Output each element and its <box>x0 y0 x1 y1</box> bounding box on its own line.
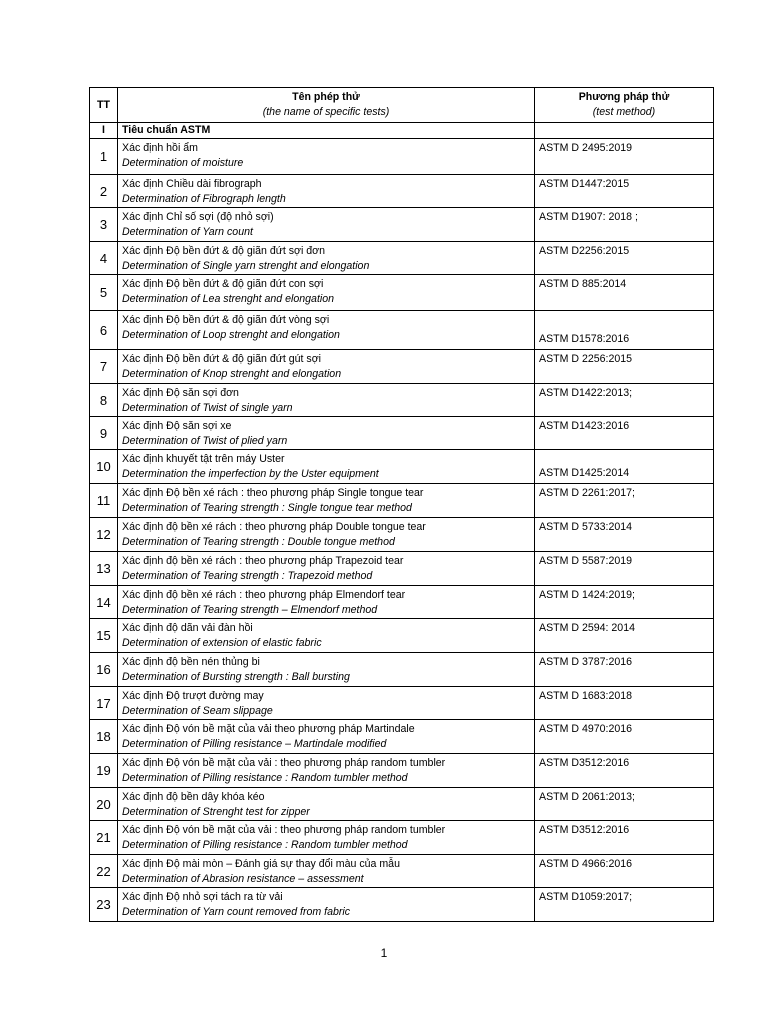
test-name-en: Determination of Twist of single yarn <box>122 402 293 414</box>
section-row <box>90 123 714 139</box>
test-name-cell <box>118 275 535 311</box>
header-name-en: (the name of specific tests) <box>262 106 390 118</box>
test-name-cell <box>118 450 535 484</box>
table-row <box>90 139 714 175</box>
row-number: 1 <box>90 139 118 175</box>
test-name-en: Determination of Loop strenght and elongation <box>122 329 340 341</box>
table-row <box>90 653 714 687</box>
test-name-vi: Xác định Độ bền đứt & độ giãn đứt sợi đơn <box>122 245 325 257</box>
test-name-cell <box>118 619 535 653</box>
section-title: Tiêu chuẩn ASTM <box>118 123 535 139</box>
header-name-vi: Tên phép thử <box>292 91 360 103</box>
row-number: 17 <box>90 687 118 720</box>
test-name-cell <box>118 788 535 821</box>
test-name-vi: Xác định Độ mài mòn – Đánh giá sự thay đổi màu của mẫu <box>122 858 400 870</box>
row-number: 3 <box>90 208 118 242</box>
test-name-en: Determination of Tearing strength : Double tongue method <box>122 536 395 548</box>
table-row <box>90 720 714 754</box>
test-name-cell <box>118 484 535 518</box>
header-method-vi: Phương pháp thử <box>578 91 670 103</box>
section-empty-cell <box>535 123 714 139</box>
test-method-cell <box>535 855 714 888</box>
table-row <box>90 619 714 653</box>
test-name-vi: Xác định Độ vón bề mặt của vải : theo phương pháp random tumbler <box>122 824 446 836</box>
test-name-en: Determination of Tearing strength : Trapezoid method <box>122 570 373 582</box>
row-number: 23 <box>90 888 118 922</box>
table-row <box>90 821 714 855</box>
test-name-cell <box>118 720 535 754</box>
test-method-cell <box>535 518 714 552</box>
test-method-code: ASTM D 1424:2019; <box>539 589 635 601</box>
test-method-code: ASTM D1447:2015 <box>539 178 630 190</box>
test-name-cell <box>118 242 535 275</box>
test-method-cell <box>535 619 714 653</box>
test-method-code: ASTM D1422:2013; <box>539 387 633 399</box>
test-method-code: ASTM D1059:2017; <box>539 891 633 903</box>
test-method-code: ASTM D 3787:2016 <box>539 656 633 668</box>
row-number: 10 <box>90 450 118 484</box>
test-method-cell <box>535 450 714 484</box>
table-row <box>90 552 714 586</box>
test-name-en: Determination of Pilling resistance – Martindale modified <box>122 738 387 750</box>
test-name-en: Determination of Tearing strength – Elmendorf method <box>122 604 378 616</box>
test-name-en: Determination the imperfection by the Uster equipment <box>122 468 379 480</box>
test-name-cell <box>118 139 535 175</box>
row-number: 9 <box>90 417 118 450</box>
test-method-cell <box>535 275 714 311</box>
test-name-en: Determination of extension of elastic fabric <box>122 637 322 649</box>
test-name-cell <box>118 417 535 450</box>
table-row <box>90 175 714 208</box>
table-row <box>90 417 714 450</box>
table-row <box>90 687 714 720</box>
test-method-code: ASTM D 2594: 2014 <box>539 622 635 634</box>
test-name-vi: Xác định Độ vón bề mặt của vải : theo phương pháp random tumbler <box>122 757 446 769</box>
table-row <box>90 586 714 619</box>
header-tt <box>90 88 118 123</box>
test-method-cell <box>535 552 714 586</box>
test-name-en: Determination of Lea strenght and elongation <box>122 293 335 305</box>
test-method-code: ASTM D1907: 2018 ; <box>539 211 638 223</box>
test-name-vi: Xác định khuyết tật trên máy Uster <box>122 453 285 465</box>
test-name-cell <box>118 518 535 552</box>
header-test-method <box>535 88 714 123</box>
test-name-cell <box>118 175 535 208</box>
table-row <box>90 384 714 417</box>
row-number: 12 <box>90 518 118 552</box>
test-name-vi: Xác định Độ nhỏ sợi tách ra từ vải <box>122 891 283 903</box>
page-number: 1 <box>380 946 388 960</box>
row-number: 7 <box>90 350 118 384</box>
test-method-cell <box>535 384 714 417</box>
table-row <box>90 275 714 311</box>
test-method-cell <box>535 687 714 720</box>
test-name-cell <box>118 821 535 855</box>
test-name-vi: Xác định Độ săn sợi xe <box>122 420 232 432</box>
test-method-cell <box>535 242 714 275</box>
row-number: 5 <box>90 275 118 311</box>
test-method-code: ASTM D 5587:2019 <box>539 555 633 567</box>
test-method-code: ASTM D 2256:2015 <box>539 353 633 365</box>
test-name-en: Determination of Yarn count <box>122 226 253 238</box>
test-method-code: ASTM D 885:2014 <box>539 278 627 290</box>
table-row <box>90 450 714 484</box>
test-name-vi: Xác định Chiều dài fibrograph <box>122 178 262 190</box>
table-row <box>90 855 714 888</box>
test-name-en: Determination of Seam slippage <box>122 705 273 717</box>
table-header-row <box>90 88 714 123</box>
test-method-code: ASTM D 4970:2016 <box>539 723 633 735</box>
table-row <box>90 788 714 821</box>
test-name-en: Determination of Knop strenght and elongation <box>122 368 342 380</box>
test-name-en: Determination of Strenght test for zipper <box>122 806 310 818</box>
test-name-cell <box>118 754 535 788</box>
test-method-cell <box>535 586 714 619</box>
test-method-code: ASTM D 5733:2014 <box>539 521 633 533</box>
row-number: 4 <box>90 242 118 275</box>
row-number: 13 <box>90 552 118 586</box>
test-method-cell <box>535 653 714 687</box>
section-number: I <box>90 123 118 139</box>
test-name-cell <box>118 350 535 384</box>
test-name-vi: Xác định độ dãn vải đàn hồi <box>122 622 253 634</box>
test-name-cell <box>118 687 535 720</box>
test-name-en: Determination of Twist of plied yarn <box>122 435 288 447</box>
test-method-cell <box>535 484 714 518</box>
test-name-vi: Xác định Độ bền xé rách : theo phương pháp Single tongue tear <box>122 487 424 499</box>
row-number: 2 <box>90 175 118 208</box>
test-method-code: ASTM D1423:2016 <box>539 420 630 432</box>
test-name-vi: Xác định Độ bền đứt & độ giãn đứt vòng sợi <box>122 314 330 326</box>
test-method-code: ASTM D3512:2016 <box>539 757 630 769</box>
row-number: 6 <box>90 311 118 350</box>
test-method-cell <box>535 754 714 788</box>
test-method-code: ASTM D2256:2015 <box>539 245 630 257</box>
row-number: 8 <box>90 384 118 417</box>
test-method-cell <box>535 417 714 450</box>
test-name-vi: Xác định độ bền xé rách : theo phương pháp Trapezoid tear <box>122 555 404 567</box>
test-method-code: ASTM D1578:2016 <box>539 333 630 345</box>
table-row <box>90 754 714 788</box>
test-name-vi: Xác định Chỉ số sợi (độ nhỏ sợi) <box>122 211 274 223</box>
test-name-en: Determination of Bursting strength : Ball bursting <box>122 671 350 683</box>
test-method-cell <box>535 208 714 242</box>
test-name-en: Determination of Single yarn strenght and elongation <box>122 260 370 272</box>
table-row <box>90 518 714 552</box>
row-number: 11 <box>90 484 118 518</box>
test-method-cell <box>535 175 714 208</box>
test-name-en: Determination of Pilling resistance : Random tumbler method <box>122 772 408 784</box>
test-name-cell <box>118 552 535 586</box>
table-row <box>90 484 714 518</box>
test-methods-table <box>89 87 714 922</box>
test-name-en: Determination of Yarn count removed from fabric <box>122 906 351 918</box>
test-method-code: ASTM D 2061:2013; <box>539 791 635 803</box>
test-method-cell <box>535 888 714 922</box>
test-method-cell <box>535 821 714 855</box>
test-name-vi: Xác định Độ săn sợi đơn <box>122 387 239 399</box>
row-number: 20 <box>90 788 118 821</box>
table-row <box>90 350 714 384</box>
row-number: 21 <box>90 821 118 855</box>
test-name-vi: Xác định độ bền xé rách : theo phương pháp Double tongue tear <box>122 521 426 533</box>
header-method-en: (test method) <box>592 106 656 118</box>
header-test-name <box>118 88 535 123</box>
test-name-cell <box>118 653 535 687</box>
test-name-en: Determination of Abrasion resistance – assessment <box>122 873 364 885</box>
test-method-code: ASTM D1425:2014 <box>539 467 630 479</box>
test-name-en: Determination of moisture <box>122 157 244 169</box>
test-method-code: ASTM D 1683:2018 <box>539 690 633 702</box>
table-row <box>90 888 714 922</box>
test-method-cell <box>535 139 714 175</box>
test-name-cell <box>118 855 535 888</box>
row-number: 16 <box>90 653 118 687</box>
test-name-cell <box>118 888 535 922</box>
test-name-vi: Xác định độ bền nén thủng bi <box>122 656 260 668</box>
test-name-vi: Xác định Độ bền đứt & độ giãn đứt con sợi <box>122 278 324 290</box>
test-name-vi: Xác định hồi ẩm <box>122 142 198 154</box>
test-method-code: ASTM D 2261:2017; <box>539 487 635 499</box>
table-body <box>90 88 714 922</box>
test-name-cell <box>118 311 535 350</box>
test-name-en: Determination of Tearing strength : Single tongue tear method <box>122 502 412 514</box>
header-tt-label: TT <box>97 98 110 111</box>
test-method-cell <box>535 788 714 821</box>
test-method-code: ASTM D 2495:2019 <box>539 142 633 154</box>
row-number: 19 <box>90 754 118 788</box>
test-name-cell <box>118 384 535 417</box>
test-name-vi: Xác định Độ vón bề mặt của vải theo phương pháp Martindale <box>122 723 415 735</box>
test-name-vi: Xác định độ bền dây khóa kéo <box>122 791 265 803</box>
test-method-code: ASTM D 4966:2016 <box>539 858 633 870</box>
test-name-cell <box>118 586 535 619</box>
test-method-cell <box>535 350 714 384</box>
row-number: 18 <box>90 720 118 754</box>
test-name-en: Determination of Fibrograph length <box>122 193 286 205</box>
test-name-vi: Xác định độ bền xé rách : theo phương pháp Elmendorf tear <box>122 589 406 601</box>
test-name-vi: Xác định Độ bền đứt & độ giãn đứt gút sợi <box>122 353 321 365</box>
test-name-vi: Xác định Độ trượt đường may <box>122 690 264 702</box>
row-number: 15 <box>90 619 118 653</box>
test-name-en: Determination of Pilling resistance : Random tumbler method <box>122 839 408 851</box>
test-method-cell <box>535 311 714 350</box>
table-row <box>90 242 714 275</box>
test-method-code: ASTM D3512:2016 <box>539 824 630 836</box>
table-row <box>90 311 714 350</box>
test-name-cell <box>118 208 535 242</box>
row-number: 22 <box>90 855 118 888</box>
table-row <box>90 208 714 242</box>
row-number: 14 <box>90 586 118 619</box>
test-method-cell <box>535 720 714 754</box>
